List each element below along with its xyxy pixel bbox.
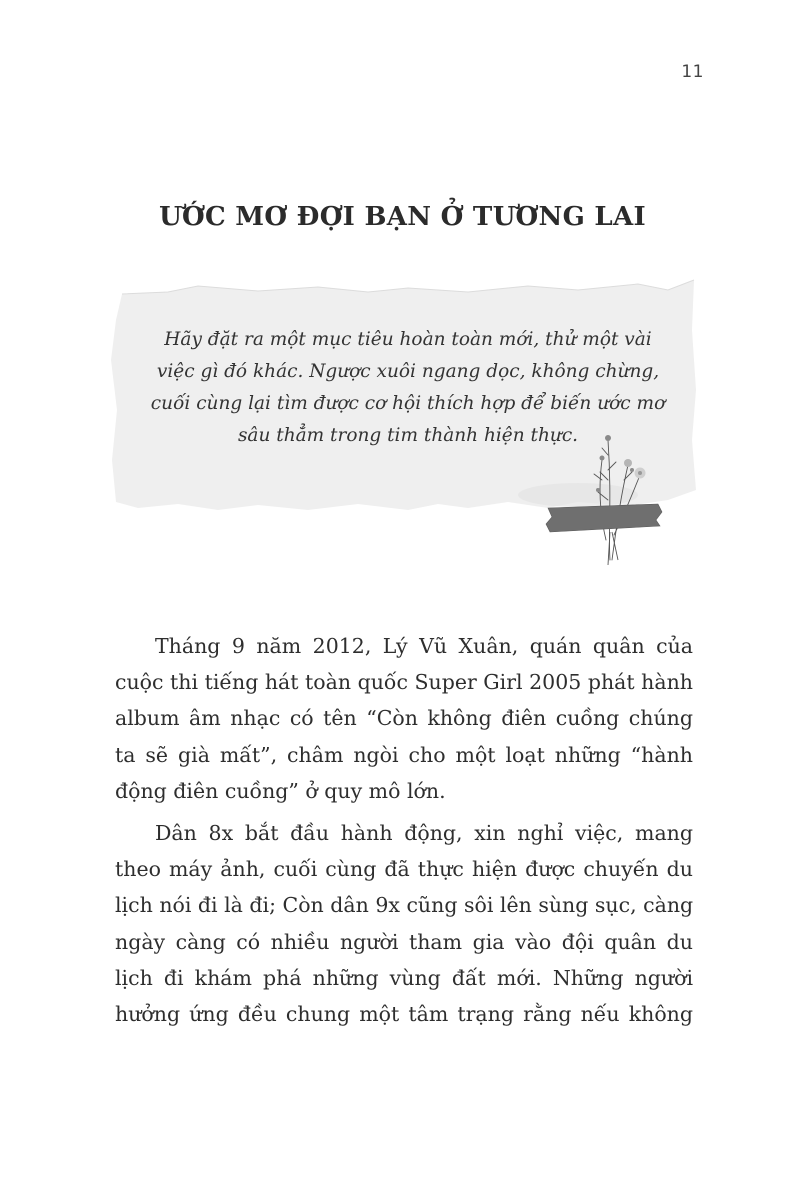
tape-strip — [546, 504, 662, 532]
epigraph-panel — [108, 270, 700, 550]
body-line: album âm nhạc có tên “Còn không điên cuồng chúng — [115, 706, 693, 731]
epigraph-line: sâu thẳm trong tim thành hiện thực. — [237, 425, 579, 446]
epigraph-line: cuối cùng lại tìm được cơ hội thích hợp để biến ước mơ — [150, 393, 666, 414]
body-line: lịch nói đi là đi; Còn dân 9x cũng sôi lên sùng sục, càng — [115, 893, 693, 918]
body-line: hưởng ứng đều chung một tâm trạng rằng nếu không — [115, 1001, 693, 1026]
body-line: động điên cuồng” ở quy mô lớn. — [115, 778, 446, 803]
page-number: 11 — [681, 62, 704, 82]
epigraph-line: Hãy đặt ra một mục tiêu hoàn toàn mới, thử một vài — [164, 329, 652, 350]
body-line: cuộc thi tiếng hát toàn quốc Super Girl 2005 phát hành — [115, 670, 693, 695]
body-line: ta sẽ già mất”, châm ngòi cho một loạt những “hành — [115, 742, 693, 767]
body-line: Dân 8x bắt đầu hành động, xin nghỉ việc, mang — [155, 820, 693, 845]
epigraph-line: việc gì đó khác. Ngược xuôi ngang dọc, không chừng, — [156, 361, 660, 382]
body-line: Tháng 9 năm 2012, Lý Vũ Xuân, quán quân của — [155, 634, 693, 658]
body-line: theo máy ảnh, cuối cùng đã thực hiện được chuyến du — [115, 857, 693, 882]
body-text — [115, 628, 693, 1032]
chapter-title: ƯỚC MƠ ĐỢI BẠN Ở TƯƠNG LAI — [159, 202, 646, 232]
body-line: lịch đi khám phá những vùng đất mới. Những người — [115, 965, 693, 990]
pressed-flowers-tape-icon — [540, 420, 670, 570]
body-line: ngày càng có nhiều người tham gia vào đội quân du — [115, 929, 693, 954]
